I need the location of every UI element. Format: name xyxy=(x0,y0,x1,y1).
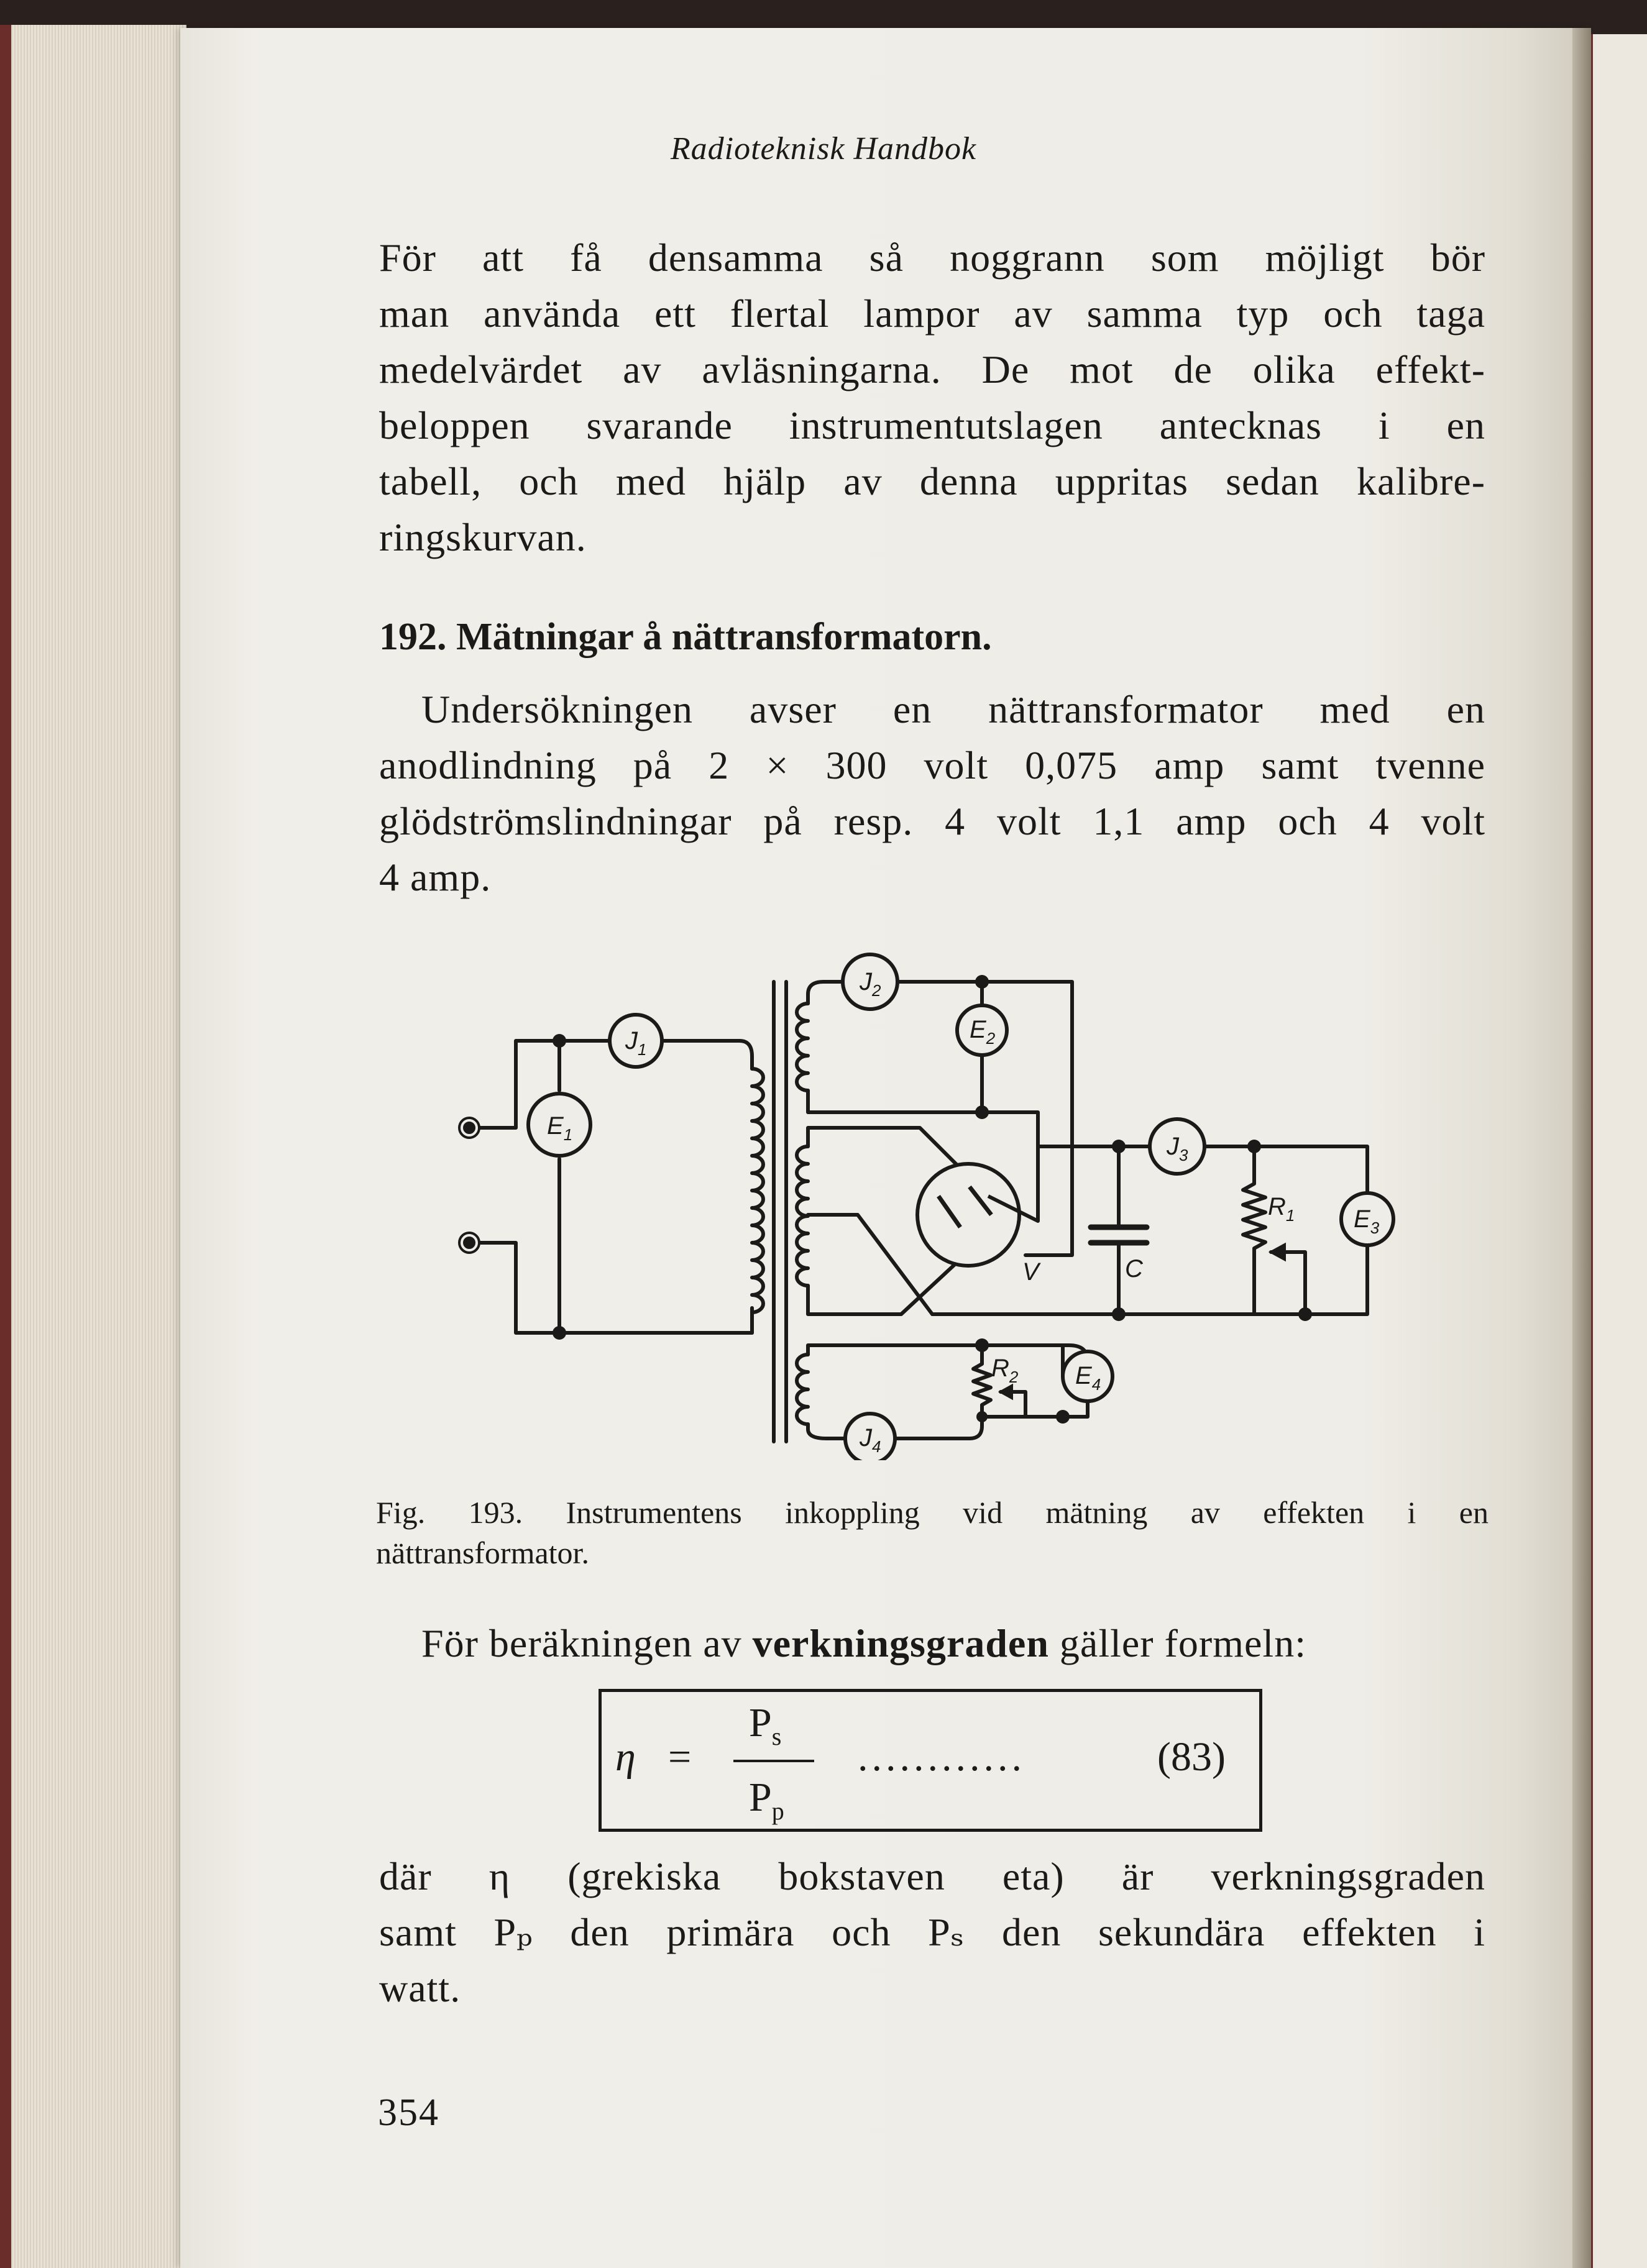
junction-dot xyxy=(975,975,989,989)
input-terminal-top-core xyxy=(464,1123,474,1133)
primary-wire-bottom xyxy=(469,1243,752,1333)
label-c: C xyxy=(1125,1255,1143,1283)
formula-intro-after: gäller formeln: xyxy=(1048,1621,1306,1665)
formula-intro-bold: verkningsgraden xyxy=(752,1621,1049,1665)
junction-dot xyxy=(553,1034,566,1048)
junction-dot xyxy=(1112,1307,1126,1321)
section-heading: 192. Mätningar å nättransformatorn. xyxy=(379,616,992,658)
secondary-coil-1 xyxy=(797,1004,808,1091)
book-gutter xyxy=(1572,28,1591,2268)
r1-slider-wire xyxy=(1271,1252,1305,1314)
primary-coil xyxy=(752,1069,763,1312)
formula-eta: η xyxy=(615,1734,636,1780)
junction-dot xyxy=(976,1411,988,1422)
r2-slider-arrow xyxy=(1001,1386,1012,1398)
j3-to-e3 xyxy=(1204,1146,1367,1197)
junction-dot xyxy=(975,1338,989,1352)
circuit-diagram xyxy=(441,941,1417,1460)
paragraph-1-line: medelvärdet av avläsningarna. De mot de olika effekt- xyxy=(379,347,1485,391)
formula-fraction-bar xyxy=(733,1760,814,1762)
book-cover-left xyxy=(0,25,11,2268)
label-r1: $R_1$ xyxy=(1268,1193,1295,1225)
label-e3: $E_3$ xyxy=(1354,1205,1380,1237)
label-j2: $J_2$ xyxy=(860,968,881,1000)
j1-to-primary xyxy=(663,1041,752,1069)
r2-resistor xyxy=(973,1345,991,1417)
label-e2: $E_2$ xyxy=(970,1016,996,1048)
formula-denominator-symbol: P xyxy=(749,1775,772,1820)
next-page-edge xyxy=(1591,34,1647,2268)
paragraph-1-line: beloppen svarande instrumentutslagen antecknas i en xyxy=(379,403,1485,447)
formula-equals: = xyxy=(668,1734,692,1780)
paragraph-2-line: anodlindning på 2 × 300 volt 0,075 amp samt tvenne xyxy=(379,743,1485,787)
paragraph-2-line: glödströmslindningar på resp. 4 volt 1,1 amp och 4 volt xyxy=(379,799,1485,843)
r1-slider-arrow xyxy=(1271,1245,1285,1260)
paragraph-2-line: 4 amp. xyxy=(379,855,492,899)
page-stack-left xyxy=(0,25,186,2268)
label-j1: $J_1$ xyxy=(625,1027,647,1059)
formula-number: (83) xyxy=(1157,1734,1226,1780)
formula-intro xyxy=(421,1621,1306,1667)
input-terminal-bottom-core xyxy=(464,1238,474,1248)
e3-return xyxy=(1305,1241,1367,1314)
label-v: V xyxy=(1022,1258,1039,1286)
label-j3: $J_3$ xyxy=(1167,1133,1188,1164)
formula-leader-dots: ............ xyxy=(858,1734,1025,1780)
junction-dot xyxy=(1298,1307,1312,1321)
figure-caption-continued: nättransformator. xyxy=(376,1535,589,1570)
paragraph-3-line: samt Pₚ den primära och Pₛ den sekundära effekten i xyxy=(379,1910,1485,1954)
formula-numerator-sub: s xyxy=(771,1722,782,1750)
coil2-top-wire xyxy=(808,1345,1063,1376)
label-e1: $E_1$ xyxy=(547,1112,573,1144)
paragraph-1-line: För att få densamma så noggrann som möjligt bör xyxy=(379,235,1485,280)
formula-denominator-sub: p xyxy=(771,1797,784,1825)
paragraph-3-line: där η (grekiska bokstaven eta) är verkningsgraden xyxy=(379,1854,1485,1898)
formula-numerator xyxy=(749,1699,782,1750)
paragraph-2-line: Undersökningen avser en nättransformator med en xyxy=(421,687,1485,731)
secondary-coil-2 xyxy=(797,1355,808,1424)
formula-denominator xyxy=(749,1774,784,1825)
page-number: 354 xyxy=(378,2092,439,2134)
junction-dot xyxy=(1112,1140,1126,1153)
junction-dot xyxy=(553,1326,566,1340)
label-j4: $J_4$ xyxy=(860,1424,881,1456)
figure-caption: Fig. 193. Instrumentens inkoppling vid mätning av effekten i en xyxy=(376,1495,1489,1530)
junction-dot xyxy=(975,1105,989,1119)
rectifier-tube-v xyxy=(917,1164,1019,1266)
paragraph-1-line: man använda ett flertal lampor av samma typ och taga xyxy=(379,291,1485,336)
junction-dot xyxy=(1247,1140,1261,1153)
junction-dot xyxy=(1056,1410,1070,1424)
paragraph-3-line: watt. xyxy=(379,1966,461,2010)
formula-numerator-symbol: P xyxy=(749,1700,772,1745)
anode-center-tap xyxy=(808,1215,932,1314)
paragraph-1-line: ringskurvan. xyxy=(379,515,587,559)
label-e4: $E_4$ xyxy=(1075,1362,1101,1394)
running-head: Radioteknisk Handbok xyxy=(670,131,977,167)
r1-resistor xyxy=(1243,1146,1265,1314)
label-r2: $R_2$ xyxy=(991,1355,1019,1386)
formula-intro-before: För beräkningen av xyxy=(421,1621,753,1665)
anode-coil xyxy=(797,1146,808,1286)
paragraph-1-line: tabell, och med hjälp av denna uppritas sedan kalibre- xyxy=(379,459,1485,503)
coil2-to-j4 xyxy=(808,1424,845,1438)
